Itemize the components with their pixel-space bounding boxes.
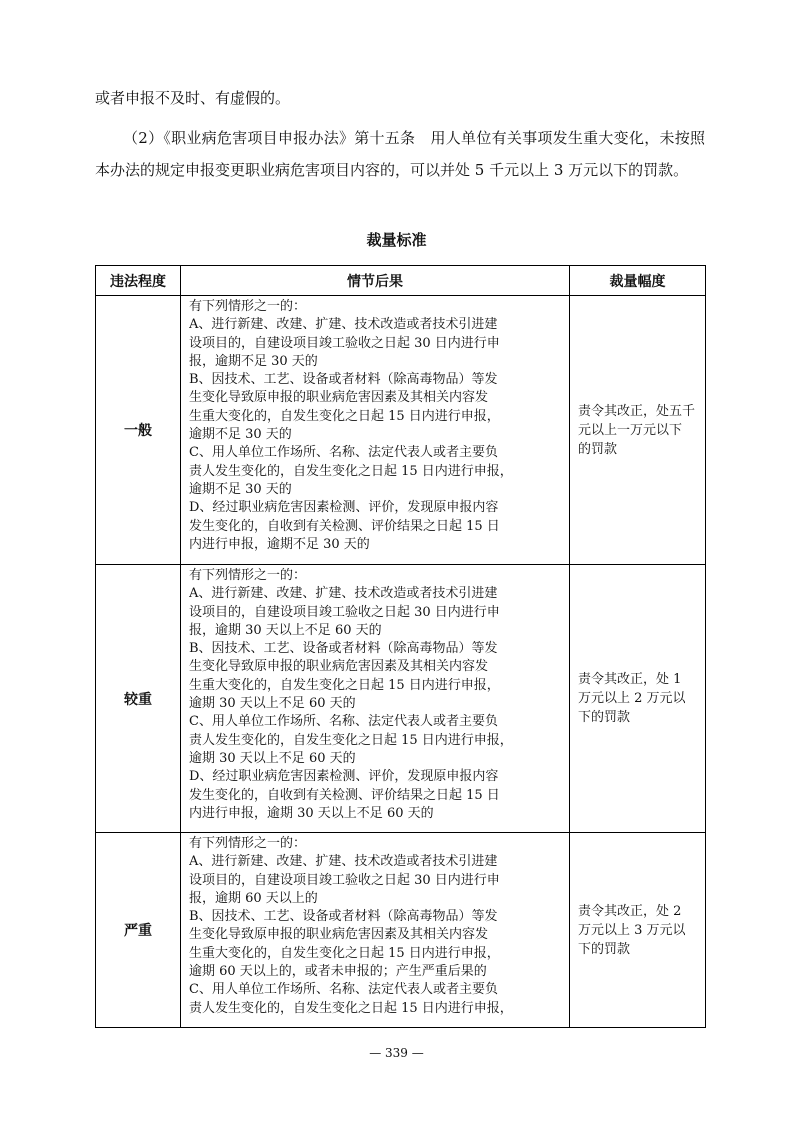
header-penalty-range: 裁量幅度	[570, 266, 706, 296]
circumstance-line: 逾期不足 30 天的	[189, 481, 292, 497]
circumstance-line: 设项目的，自建设项目竣工验收之日起 30 日内进行申	[189, 604, 500, 620]
circumstance-line: 报，逾期 60 天以上的	[189, 890, 318, 906]
circumstance-line: 设项目的，自建设项目竣工验收之日起 30 日内进行申	[189, 872, 500, 888]
penalty-range-cell	[570, 296, 706, 565]
circumstance-line: 有下列情形之一的：	[189, 299, 307, 314]
penalty-line: 元以上一万元以下	[578, 422, 683, 438]
circumstance-line: 逾期不足 30 天的	[189, 427, 292, 443]
circumstance-line: 有下列情形之一的：	[189, 568, 307, 583]
paragraph-continuation: 或者申报不及时、有虚假的。	[95, 89, 291, 107]
circumstance-line: B、因技术、工艺、设备或者材料（除高毒物品）等发	[189, 909, 498, 925]
table-title: 裁量标准	[366, 231, 427, 249]
penalty-line: 责令其改正，处 1	[578, 672, 682, 687]
table-row	[96, 833, 706, 1028]
header-violation-degree: 违法程度	[96, 266, 181, 296]
circumstances-cell	[181, 833, 570, 1028]
circumstance-line: 责人发生变化的，自发生变化之日起 15 日内进行申报，	[189, 463, 513, 479]
circumstance-line: A、进行新建、改建、扩建、技术改造或者技术引进建	[189, 586, 498, 602]
penalty-range-cell	[570, 833, 706, 1028]
table-row	[96, 296, 706, 565]
circumstance-line: 生变化导致原申报的职业病危害因素及其相关内容发	[189, 390, 489, 406]
paragraph-article-15: （2）《职业病危害项目申报办法》第十五条 用人单位有关事项发生重大变化，未按照本办法的规定申报变更职业病危害项目内容的，可以并处 5 千元以上 3 万元以下的罚款。	[95, 129, 705, 179]
circumstance-line: 生变化导致原申报的职业病危害因素及其相关内容发	[189, 659, 489, 675]
circumstance-line: A、进行新建、改建、扩建、技术改造或者技术引进建	[189, 854, 498, 870]
circumstance-line: C、用人单位工作场所、名称、法定代表人或者主要负	[189, 982, 498, 998]
penalty-line: 下的罚款	[578, 941, 631, 957]
circumstance-line: 有下列情形之一的：	[189, 836, 307, 851]
circumstance-line: A、进行新建、改建、扩建、技术改造或者技术引进建	[189, 317, 498, 333]
table-row	[96, 565, 706, 833]
circumstance-line: 发生变化的，自收到有关检测、评价结果之日起 15 日	[189, 787, 500, 803]
violation-level: 一般	[96, 296, 181, 565]
circumstance-line: 生重大变化的，自发生变化之日起 15 日内进行申报，	[189, 945, 500, 961]
circumstance-line: D、经过职业病危害因素检测、评价，发现原申报内容	[189, 769, 499, 785]
discretion-standard-table	[95, 265, 706, 1028]
penalty-line: 的罚款	[578, 441, 618, 457]
penalty-range-cell	[570, 565, 706, 833]
circumstance-line: 生变化导致原申报的职业病危害因素及其相关内容发	[189, 927, 489, 943]
circumstance-line: B、因技术、工艺、设备或者材料（除高毒物品）等发	[189, 372, 498, 388]
penalty-line: 责令其改正，处 2	[578, 903, 682, 919]
circumstance-line: 内进行申报，逾期不足 30 天的	[189, 536, 370, 552]
violation-level: 较重	[96, 565, 181, 833]
penalty-line: 下的罚款	[578, 710, 631, 725]
circumstance-line: B、因技术、工艺、设备或者材料（除高毒物品）等发	[189, 641, 498, 657]
penalty-line: 万元以上 2 万元以	[578, 691, 686, 706]
circumstances-cell	[181, 565, 570, 833]
circumstance-line: 报，逾期不足 30 天的	[189, 353, 318, 369]
circumstance-line: 逾期 30 天以上不足 60 天的	[189, 750, 356, 766]
circumstance-line: C、用人单位工作场所、名称、法定代表人或者主要负	[189, 714, 498, 730]
header-circumstances: 情节后果	[181, 266, 570, 296]
table-header-row	[96, 266, 706, 296]
penalty-line: 责令其改正，处五千	[578, 403, 696, 419]
circumstance-line: D、经过职业病危害因素检测、评价，发现原申报内容	[189, 500, 499, 516]
circumstance-line: 内进行申报，逾期 30 天以上不足 60 天的	[189, 805, 434, 821]
circumstance-line: 逾期 30 天以上不足 60 天的	[189, 696, 356, 712]
penalty-line: 万元以上 3 万元以	[578, 922, 686, 938]
page-number: — 339 —	[369, 1046, 424, 1060]
circumstance-line: 发生变化的，自收到有关检测、评价结果之日起 15 日	[189, 518, 500, 534]
violation-level: 严重	[96, 833, 181, 1028]
circumstance-line: 生重大变化的，自发生变化之日起 15 日内进行申报，	[189, 408, 500, 424]
circumstances-cell	[181, 296, 570, 565]
circumstance-line: 责人发生变化的，自发生变化之日起 15 日内进行申报，	[189, 1000, 513, 1016]
circumstance-line: 逾期 60 天以上的，或者未申报的；产生严重后果的	[189, 964, 487, 980]
circumstance-line: 报，逾期 30 天以上不足 60 天的	[189, 622, 382, 638]
circumstance-line: 设项目的，自建设项目竣工验收之日起 30 日内进行申	[189, 335, 500, 351]
circumstance-line: 责人发生变化的，自发生变化之日起 15 日内进行申报，	[189, 732, 513, 748]
circumstance-line: C、用人单位工作场所、名称、法定代表人或者主要负	[189, 445, 498, 461]
circumstance-line: 生重大变化的，自发生变化之日起 15 日内进行申报，	[189, 677, 500, 693]
